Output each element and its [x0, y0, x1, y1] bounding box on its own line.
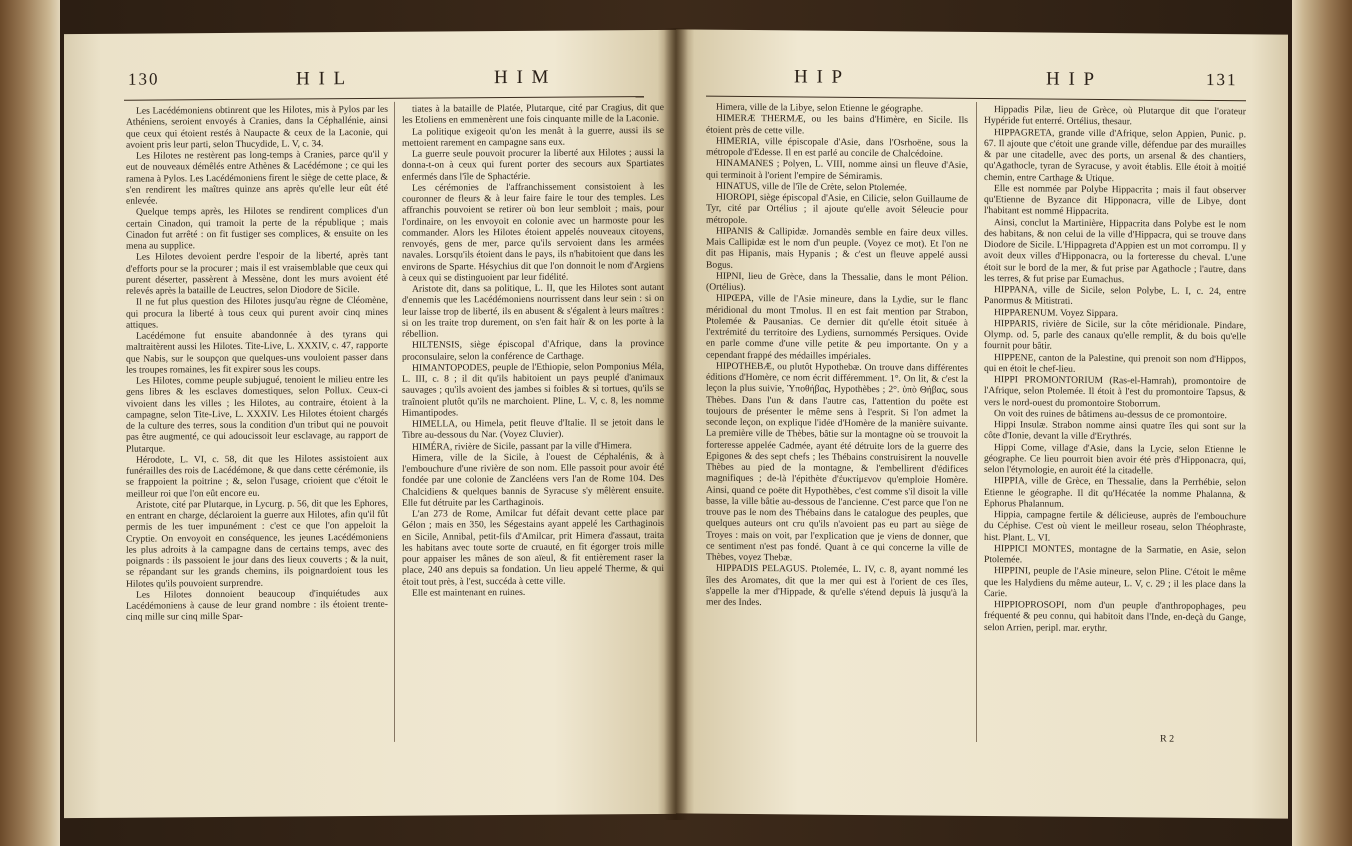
paragraph: Lacédémone fut ensuite abandonnée à des tyrans qui maltraitèrent aussi les Hilotes. Tite-Live, L. XXXIV, c. 47, rapporte que Nabis, sur le soupçon que quelques-uns vouloient passer dans les troupes romaines, les fit expirer sous les coups. — [126, 328, 388, 376]
running-head-right: H I M — [494, 66, 551, 89]
paragraph: Les Hilotes devoient perdre l'espoir de la liberté, après tant d'efforts pour se la procurer ; mais il est vraisemblable que ceux qui purent déserter, passèrent à Messène, dont les murs avoient été relevés après la bataille de Leuctres, selon Diodore de Sicile. — [126, 250, 388, 297]
paragraph: Himera, ville de la Libye, selon Etienne le géographe. — [716, 101, 923, 115]
left-page-header — [64, 66, 676, 98]
paragraph: HIPOTHEBÆ, ou plutôt Hypothebæ. On trouve dans différentes éditions d'Homère, ce nom écrit différemment. 1°. On lit, & c'est la leçon la plus suivie, Ὑποθήβας, Hypothèbes ; 2°. ὑπὸ Θήβας, sous Thèbes. Dans l'un & dans l'autre cas, l'attention du poëte est toujours de présenter le même sens à l'esprit. Si l'on admet la seconde leçon, on explique l'idée d'Homère de la manière suivante. La première ville de Thèbes, bâtie sur la montagne où se trouvoit la forteresse appelée Cadmée, ayant été détruite lors de la guerre des Epigones & des sept chefs ; les Thébains construisirent la nouvelle Thèbes au pied de la montagne, & l'embellirent d'édifices magnifiques ; de-là l'épithète d'ἐυκτίμενον qu'emploie Homère. Ainsi, quand ce poëte dit Hypothèbes, c'est comme s'il disoit la ville basse, la ville bâtie au-dessous de l'ancienne. C'est parce que l'on ne trouve pas le nom des Thébains dans le catalogue des peuples, que quelques auteurs ont cru qu'ils n'avoient pas eu part au siège de Troyes : mais on voit, par l'explication que je viens de donner, que ce sentiment n'est pas fondé. Quant à ce qui concerne la ville de Thèbes, voyez Thebæ. — [706, 360, 968, 564]
paragraph: HIPŒPA, ville de l'Asie mineure, dans la Lydie, sur le flanc méridional du mont Tmolus. Il en est fait mention par Strabon, Ptolemée & Pausanias. Ce dernier dit qu'elle étoit située à l'extrémité du territoire des Lydiens, surnommés Persiques. Ovide en parle comme d'une ville petite & peu importante. On y a cependant frappé des médailles impériales. — [706, 292, 968, 362]
paragraph: Les Hilotes donnoient beaucoup d'inquiétudes aux Lacédémoniens à cause de leur grand nombre : ils étoient trente-cinq mille sur cinq mille Spar- — [126, 587, 388, 623]
paragraph: La guerre seule pouvoit procurer la liberté aux Hilotes ; aussi la donna-t-on à ceux qui furent porter des secours aux Spartiates enfermés dans l'île de Sphactérie. — [402, 146, 664, 183]
paragraph: HIMERIA, ville épiscopale d'Asie, dans l'Osrhoëne, sous la métropole d'Edesse. Il en est parlé au concile de Chalcédoine. — [706, 135, 968, 160]
paragraph: Aristote, cité par Plutarque, in Lycurg. p. 56, dit que les Ephores, en entrant en charge, déclaroient la guerre aux Hilotes, afin qu'il fût permis de les tuer impunément : c'est ce que l'on appeloit la Cryptie. On envoyoit en conséquence, les jeunes Lacédémoniens les plus adroits à la campagne dans de certains temps, avec des poignards : ils passoient le jour dans des lieux couverts ; & la nuit, se répandant sur les grands chemins, ils poignardoient tous les Hilotes qu'ils pouvoient surprendre. — [126, 497, 388, 590]
signature-mark: R 2 — [1160, 733, 1175, 745]
text-column-2 — [402, 102, 664, 599]
paragraph: HIPANIS & Callipidæ. Jornandès semble en faire deux villes. Mais Callipidæ est le nom d'un peuple. (Voyez ce mot). Et l'on ne dit pas Hipanis, mais Hypanis ; & c'est un fleuve appelé aussi Bogus. — [706, 225, 968, 271]
paragraph: Les Hilotes, comme peuple subjugué, tenoient le milieu entre les gens libres & les esclaves domestiques, selon Pollux. Ceux-ci vivoient dans les villes ; les Hilotes, au contraire, étoient à la campagne, selon Tite-Live, L. XXXIV. Les Hilotes étoient chargés de la culture des terres, sous la condition d'un tribut qui ne pouvoit pas être augmenté, ce qui adoucissoit leur esclavage, au rapport de Plutarque. — [126, 373, 388, 455]
paragraph: Ainsi, conclut la Martinière, Hippacrita dans Polybe est le nom des habitans, & non celui de la ville d'Hippacra, qui se trouve dans Diodore de Sicile. L'Hippagreta d'Appien est un mot corrompu. Il y avoit deux villes d'Hipponacra, ou la forteresse du cheval. L'une étoit sur le bord de la mer, & fut prise par Agathocle ; l'autre, dans les terres, & fut prise par Eumachus. — [984, 216, 1246, 285]
paragraph: HIPPI PROMONTORIUM (Ras-el-Hamrah), promontoire de l'Afrique, selon Ptolemée. Il étoit à l'est du promontoire Tapsus, & vers le nord-ouest du promontoire Stoborrum. — [984, 374, 1246, 410]
page-number: 130 — [128, 69, 160, 89]
right-page — [676, 29, 1288, 818]
paragraph: HIPPARENUM. Voyez Sippara. — [994, 306, 1119, 319]
running-head-right: H I P — [1046, 68, 1097, 90]
paragraph: Elle est nommée par Polybe Hippacrita ; mais il faut observer qu'Etienne de Byzance dit Hipponacra, ville de Libye, dont l'habitant est nommé Hippacrita. — [984, 182, 1246, 218]
book-edge-right — [1292, 0, 1352, 846]
running-head-left: H I P — [794, 66, 845, 88]
column-divider — [394, 102, 395, 742]
paragraph: HIPPIOPROSOPI, nom d'un peuple d'anthropophages, peu fréquenté & peu connu, qui habitoit dans l'Inde, en-deçà du Gange, selon Arrien, peripl. mar. erythr. — [984, 599, 1246, 634]
paragraph: HIPPANA, ville de Sicile, selon Polybe, L. I, c. 24, entre Panormus & Mitistrati. — [984, 284, 1246, 308]
paragraph: Elle est maintenant en ruines. — [412, 586, 526, 599]
paragraph: Les cérémonies de l'affranchissement consistoient à les couronner de fleurs & à leur faire faire le tour des temples. Les affranchis pouvoient se retirer où bon leur sembloit ; mais, pour l'ordinaire, on les envoyoit en colonie avec un harmoste pour les commander. Alors les Hilotes étoient appelés nouveaux citoyens, renvoyés, gens de mer, parce qu'ils servoient dans les armées navales. Lorsqu'ils étoient dans le pays, ils n'habitoient que dans les environs de Sparte. Hésychius dit que l'on donnoit le nom d'Argiens à ceux qui se distinguoient par leur fidélité. — [402, 180, 664, 284]
paragraph: HIPPADIS PELAGUS. Ptolemée, L. IV, c. 8, ayant nommé les îles des Aromates, dit que la mer qui est à l'orient de ces îles, s'appelle la mer d'Hippade, & qu'elle s'étend depuis là jusqu'à la mer des Indes. — [706, 562, 968, 609]
paragraph: HIMELLA, ou Himela, petit fleuve d'Italie. Il se jetoit dans le Tibre au-dessous du Nar. (Voyez Cluvier). — [402, 416, 664, 442]
paragraph: Hippi Come, village d'Asie, dans la Lycie, selon Etienne le géographe. Ce lieu pourroit bien avoir été près d'Hipponacra, qui, selon l'étymologie, en auroit été la citadelle. — [984, 441, 1246, 477]
paragraph: HIPPARIS, rivière de Sicile, sur la côte méridionale. Pindare, Olymp. od. 5, parle des canaux qu'elle remplit, & du bois qu'elle fournit pour bâtir. — [984, 317, 1246, 352]
paragraph: HIPPIA, ville de Grèce, en Thessalie, dans la Perrhébie, selon Etienne le géographe. Il dit qu'Hécatée la nomme Phalanna, & Ephorus Phalannum. — [984, 475, 1246, 510]
paragraph: HIMÉRA, rivière de Sicile, passant par la ville d'Himera. — [412, 439, 632, 453]
paragraph: HIPPICI MONTES, montagne de la Sarmatie, en Asie, selon Ptolemée. — [984, 542, 1246, 566]
paragraph: HIPNI, lieu de Grèce, dans la Thessalie, dans le mont Pélion. (Ortélius). — [706, 270, 968, 293]
book-edge-left — [0, 0, 60, 846]
paragraph: La politique exigeoit qu'on les menât à la guerre, aussi ils se mettoient rarement en campagne sans eux. — [402, 124, 664, 149]
page-number: 131 — [1206, 69, 1238, 90]
paragraph: Les Hilotes ne restèrent pas long-temps à Cranies, parce qu'il y eut de nouveaux démêlés entre Athènes & Lacédémone ; ce qui les ramena à Pylos. Les Lacédémoniens firent le siège de cette place, & s'en rendirent les maîtres quinze ans après qu'elle leur eût été enlevée. — [126, 148, 388, 207]
running-head-left: H I L — [296, 68, 348, 90]
text-column-1 — [706, 102, 968, 611]
text-column-2 — [984, 104, 1246, 635]
paragraph: HINATUS, ville de l'île de Crète, selon Ptolemée. — [716, 180, 907, 194]
text-column-1 — [126, 104, 388, 623]
paragraph: tiates à la bataille de Platée, Plutarque, cité par Cragius, dit que les Etoliens en emmenèrent une fois cinquante mille de la Laconie. — [402, 101, 664, 127]
right-page-header — [676, 65, 1288, 98]
left-page — [64, 30, 676, 818]
paragraph: Hérodote, L. VI, c. 58, dit que les Hilotes assistoient aux funérailles des rois de Lacédémone, & que dans cette cérémonie, ils se frappoient la poitrine ; &, selon l'usage, crioient que c'étoit le meilleur roi que l'on eût encore eu. — [126, 452, 388, 500]
paragraph: Quelque temps après, les Hilotes se rendirent complices d'un certain Cinadon, qui tramoit la perte de la république ; mais Cinadon fut arrêté : on fit fustiger ses complices, & ensuite on les mena au supplice. — [126, 205, 388, 252]
paragraph: On voit des ruines de bâtimens au-dessus de ce promontoire. — [994, 407, 1227, 421]
paragraph: HILTENSIS, siège épiscopal d'Afrique, dans la province proconsulaire, selon la conférence de Carthage. — [402, 338, 664, 363]
paragraph: Aristote dit, dans sa politique, L. II, que les Hilotes sont autant d'ennemis que les Lacédémoniens nourrissent dans leur sein : si on leur laisse trop de liberté, ils en abusent & s'égalent à leurs maîtres : si on les traite trop durement, on s'en fait haïr & on les porte à la rébellion. — [402, 281, 664, 340]
paragraph: Hippi Insulæ. Strabon nomme ainsi quatre îles qui sont sur la côte d'Ionie, devant la ville d'Erythrés. — [984, 419, 1246, 443]
paragraph: Hippia, campagne fertile & délicieuse, auprès de l'embouchure du Céphise. C'est où vient le meilleur roseau, selon Théophraste, hist. Plant. L. VI. — [984, 509, 1246, 544]
paragraph: HIMANTOPODES, peuple de l'Ethiopie, selon Pomponius Méla, L. III, c. 8 ; il dit qu'ils habitoient un pays peuplé d'animaux sauvages ; qu'ils avoient des jambes si foibles & si tortues, qu'ils se traînoient plutôt qu'ils ne marchoient. Pline, L. V, c. 8, les nomme Himantipodes. — [402, 360, 664, 419]
paragraph: Les Lacédémoniens obtinrent que les Hilotes, mis à Pylos par les Athéniens, seroient envoyés à Cranies, dans la Céphallénie, ainsi que ceux qui étoient restés à Naupacte & ceux de la Laconie, qui avoient pris leur parti, selon Thucydide, L. V, c. 34. — [126, 103, 388, 151]
paragraph: L'an 273 de Rome, Amilcar fut défait devant cette place par Gélon ; mais en 350, les Ségestains ayant appelé les Carthaginois en Sicile, Annibal, petit-fils d'Amilcar, prit Himera d'assaut, traita les habitans avec toute sorte de cruauté, en fit égorger trois mille pour appaiser les mânes de son aïeul, & fit entièrement raser la place, 240 ans depuis sa fondation. Un lieu appelé Therme, & qui étoit tout près, à l'est, succéda à cette ville. — [402, 506, 664, 588]
paragraph: Himera, ville de la Sicile, à l'ouest de Céphalénis, & à l'embouchure d'une rivière de son nom. Elle passoit pour avoir été fondée par une colonie de Zancléens vers l'an de Rome 104. Des Chalcidiens & quelques bannis de Syracuse s'y mêlèrent ensuite. Elle fut détruite par les Carthaginois. — [402, 450, 664, 509]
paragraph: HIOROPI, siège épiscopal d'Asie, en Cilicie, selon Guillaume de Tyr, cité par Ortélius ; il ajoute qu'elle avoit Séleucie pour métropole. — [706, 191, 968, 226]
paragraph: Il ne fut plus question des Hilotes jusqu'au règne de Cléomène, qui procura la liberté à tous ceux qui purent avoir cinq mines attiques. — [126, 295, 388, 331]
column-divider — [976, 102, 977, 742]
paragraph: HIPPENE, canton de la Palestine, qui prenoit son nom d'Hippos, qui en étoit le chef-lieu. — [984, 351, 1246, 375]
paragraph: Hippadis Pilæ, lieu de Grèce, où Plutarque dit que l'orateur Hypéride fut enterré. Ortélius, thesaur. — [984, 104, 1246, 128]
paragraph: HINAMANES ; Polyen, L. VIII, nomme ainsi un fleuve d'Asie, qui terminoit à l'orient l'empire de Sémiramis. — [706, 157, 968, 182]
paragraph: HIPPINI, peuple de l'Asie mineure, selon Pline. C'étoit le même que les Halydiens du même auteur, L. V, c. 29 ; il les place dans la Carie. — [984, 565, 1246, 599]
paragraph: HIPPAGRETA, grande ville d'Afrique, selon Appien, Punic. p. 67. Il ajoute que c'étoit une grande ville, défendue par des murailles & par une citadelle, avec des ports, un arsenal & des chantiers, qu'Agathocle, tyran de Syracuse, y avoit établis. Elle étoit à moitié chemin, entre Carthage & Utique. — [984, 126, 1246, 184]
paragraph: HIMERÆ THERMÆ, ou les bains d'Himère, en Sicile. Ils étoient près de cette ville. — [706, 112, 968, 136]
